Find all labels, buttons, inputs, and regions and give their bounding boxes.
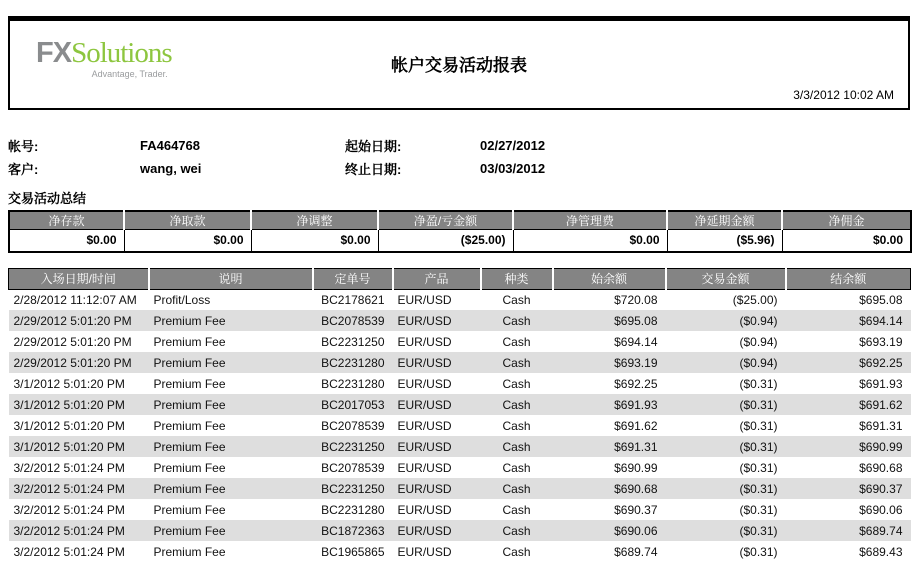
activity-cell: 3/2/2012 5:01:24 PM xyxy=(9,541,149,562)
logo-solutions-text: Solutions xyxy=(71,37,172,69)
activity-cell: $694.14 xyxy=(786,310,911,331)
activity-cell: $690.68 xyxy=(786,457,911,478)
activity-cell: Profit/Loss xyxy=(149,289,313,310)
activity-cell: $690.06 xyxy=(786,499,911,520)
table-row xyxy=(9,499,911,520)
summary-value-cell: $0.00 xyxy=(124,230,251,252)
report-header xyxy=(8,16,910,110)
customer-label: 客户: xyxy=(8,162,39,177)
activity-cell: BC1965865 xyxy=(313,541,393,562)
activity-cell: EUR/USD xyxy=(393,457,481,478)
activity-cell: Cash xyxy=(481,310,553,331)
activity-column-header: 产品 xyxy=(393,268,481,289)
activity-column-header: 入场日期/时间 xyxy=(9,268,149,289)
activity-column-header: 结余额 xyxy=(786,268,911,289)
table-row xyxy=(9,352,911,373)
activity-cell: $689.74 xyxy=(786,520,911,541)
activity-cell: EUR/USD xyxy=(393,352,481,373)
summary-value-cell: $0.00 xyxy=(251,230,378,252)
activity-cell: ($0.31) xyxy=(666,415,786,436)
summary-section-title: 交易活动总结 xyxy=(8,191,87,206)
summary-table xyxy=(8,210,912,253)
table-row xyxy=(9,289,911,310)
table-row xyxy=(9,478,911,499)
activity-cell: Cash xyxy=(481,457,553,478)
summary-table-header-row xyxy=(9,211,911,230)
activity-cell: $692.25 xyxy=(553,373,666,394)
end-date-value: 03/03/2012 xyxy=(480,161,546,176)
customer-value: wang, wei xyxy=(140,161,202,176)
activity-cell: ($0.31) xyxy=(666,436,786,457)
activity-cell: ($0.31) xyxy=(666,373,786,394)
logo-fx-text: FX xyxy=(36,37,72,69)
activity-cell: 3/2/2012 5:01:24 PM xyxy=(9,499,149,520)
summary-column-header: 净调整 xyxy=(251,211,378,230)
activity-cell: 3/1/2012 5:01:20 PM xyxy=(9,373,149,394)
summary-value-cell: $0.00 xyxy=(782,230,911,252)
summary-value-cell: ($5.96) xyxy=(667,230,782,252)
activity-cell: $690.06 xyxy=(553,520,666,541)
activity-cell: $690.68 xyxy=(553,478,666,499)
activity-cell: Premium Fee xyxy=(149,415,313,436)
summary-column-header: 净取款 xyxy=(124,211,251,230)
account-info xyxy=(8,134,910,210)
activity-cell: Cash xyxy=(481,436,553,457)
logo-tagline: Advantage, Trader. xyxy=(91,69,168,79)
activity-cell: ($0.31) xyxy=(666,478,786,499)
activity-cell: 3/2/2012 5:01:24 PM xyxy=(9,457,149,478)
summary-table-value-row xyxy=(9,230,911,252)
activity-cell: EUR/USD xyxy=(393,520,481,541)
summary-value-cell: $0.00 xyxy=(9,230,124,252)
activity-cell: EUR/USD xyxy=(393,373,481,394)
table-row xyxy=(9,436,911,457)
activity-cell: BC2231250 xyxy=(313,331,393,352)
activity-cell: $690.37 xyxy=(553,499,666,520)
activity-cell: Cash xyxy=(481,499,553,520)
activity-cell: Cash xyxy=(481,289,553,310)
activity-cell: Premium Fee xyxy=(149,373,313,394)
customer-info-row xyxy=(8,157,910,180)
activity-cell: Premium Fee xyxy=(149,457,313,478)
summary-column-header: 净佣金 xyxy=(782,211,911,230)
activity-cell: BC2178621 xyxy=(313,289,393,310)
summary-value-cell: ($25.00) xyxy=(378,230,513,252)
account-number-label: 帐号: xyxy=(8,139,39,154)
activity-cell: ($0.94) xyxy=(666,352,786,373)
activity-cell: Premium Fee xyxy=(149,499,313,520)
table-row xyxy=(9,457,911,478)
activity-cell: $720.08 xyxy=(553,289,666,310)
summary-column-header: 净存款 xyxy=(9,211,124,230)
activity-cell: 2/28/2012 11:12:07 AM xyxy=(9,289,149,310)
activity-cell: $689.43 xyxy=(786,541,911,562)
activity-cell: Cash xyxy=(481,478,553,499)
activity-cell: EUR/USD xyxy=(393,331,481,352)
activity-cell: ($0.31) xyxy=(666,457,786,478)
activity-cell: $695.08 xyxy=(786,289,911,310)
activity-cell: Cash xyxy=(481,331,553,352)
report-generated-datetime: 3/3/2012 10:02 AM xyxy=(793,88,894,102)
start-date-label: 起始日期: xyxy=(345,139,402,154)
activity-column-header: 始余额 xyxy=(553,268,666,289)
activity-cell: Cash xyxy=(481,352,553,373)
activity-cell: $691.93 xyxy=(553,394,666,415)
activity-cell: $691.93 xyxy=(786,373,911,394)
activity-cell: 2/29/2012 5:01:20 PM xyxy=(9,331,149,352)
activity-cell: $693.19 xyxy=(786,331,911,352)
activity-cell: $689.74 xyxy=(553,541,666,562)
end-date-label: 终止日期: xyxy=(345,162,402,177)
activity-cell: Premium Fee xyxy=(149,436,313,457)
activity-cell: Cash xyxy=(481,394,553,415)
table-row xyxy=(9,394,911,415)
activity-cell: $690.37 xyxy=(786,478,911,499)
activity-cell: 2/29/2012 5:01:20 PM xyxy=(9,310,149,331)
activity-cell: $691.62 xyxy=(553,415,666,436)
activity-cell: 3/2/2012 5:01:24 PM xyxy=(9,478,149,499)
activity-cell: Premium Fee xyxy=(149,520,313,541)
account-number-value: FA464768 xyxy=(140,138,200,153)
activity-cell: $690.99 xyxy=(553,457,666,478)
activity-cell: Premium Fee xyxy=(149,394,313,415)
activity-cell: EUR/USD xyxy=(393,289,481,310)
table-row xyxy=(9,415,911,436)
activity-cell: BC2078539 xyxy=(313,310,393,331)
activity-section xyxy=(8,268,910,563)
activity-column-header: 说明 xyxy=(149,268,313,289)
table-row xyxy=(9,541,911,562)
activity-cell: ($0.31) xyxy=(666,394,786,415)
activity-cell: ($0.94) xyxy=(666,331,786,352)
summary-column-header: 净盈/亏金额 xyxy=(378,211,513,230)
activity-cell: EUR/USD xyxy=(393,394,481,415)
activity-cell: EUR/USD xyxy=(393,499,481,520)
activity-cell: $693.19 xyxy=(553,352,666,373)
activity-column-header: 种类 xyxy=(481,268,553,289)
activity-cell: EUR/USD xyxy=(393,310,481,331)
table-row xyxy=(9,520,911,541)
page-title: 帐户交易活动报表 xyxy=(391,56,527,75)
activity-cell: 3/1/2012 5:01:20 PM xyxy=(9,415,149,436)
activity-cell: BC2078539 xyxy=(313,415,393,436)
activity-table-header-row xyxy=(9,268,911,289)
start-date-value: 02/27/2012 xyxy=(480,138,546,153)
summary-value-cell: $0.00 xyxy=(513,230,667,252)
table-row xyxy=(9,331,911,352)
activity-cell: Premium Fee xyxy=(149,541,313,562)
summary-column-header: 净延期金额 xyxy=(667,211,782,230)
activity-cell: 3/2/2012 5:01:24 PM xyxy=(9,520,149,541)
activity-cell: ($0.31) xyxy=(666,499,786,520)
activity-cell: BC2231280 xyxy=(313,352,393,373)
activity-cell: EUR/USD xyxy=(393,415,481,436)
activity-cell: ($0.31) xyxy=(666,541,786,562)
activity-cell: $694.14 xyxy=(553,331,666,352)
activity-cell: 3/1/2012 5:01:20 PM xyxy=(9,436,149,457)
activity-cell: Cash xyxy=(481,520,553,541)
activity-cell: 2/29/2012 5:01:20 PM xyxy=(9,352,149,373)
activity-cell: EUR/USD xyxy=(393,478,481,499)
activity-table xyxy=(8,268,911,563)
activity-cell: $690.99 xyxy=(786,436,911,457)
table-row xyxy=(9,373,911,394)
activity-cell: BC2231280 xyxy=(313,373,393,394)
activity-cell: $695.08 xyxy=(553,310,666,331)
activity-cell: Premium Fee xyxy=(149,352,313,373)
activity-cell: BC2231250 xyxy=(313,436,393,457)
activity-cell: 3/1/2012 5:01:20 PM xyxy=(9,394,149,415)
summary-column-header: 净管理费 xyxy=(513,211,667,230)
activity-cell: EUR/USD xyxy=(393,436,481,457)
activity-cell: EUR/USD xyxy=(393,541,481,562)
activity-cell: BC2078539 xyxy=(313,457,393,478)
activity-column-header: 交易金额 xyxy=(666,268,786,289)
account-info-row xyxy=(8,134,910,157)
activity-cell: ($0.31) xyxy=(666,520,786,541)
activity-cell: Premium Fee xyxy=(149,331,313,352)
activity-cell: ($25.00) xyxy=(666,289,786,310)
activity-cell: $691.31 xyxy=(786,415,911,436)
activity-cell: $691.31 xyxy=(553,436,666,457)
activity-cell: BC2231280 xyxy=(313,499,393,520)
activity-cell: BC2017053 xyxy=(313,394,393,415)
activity-cell: Cash xyxy=(481,541,553,562)
activity-cell: BC1872363 xyxy=(313,520,393,541)
activity-cell: Cash xyxy=(481,415,553,436)
activity-cell: BC2231250 xyxy=(313,478,393,499)
table-row xyxy=(9,310,911,331)
activity-cell: Cash xyxy=(481,373,553,394)
activity-cell: Premium Fee xyxy=(149,478,313,499)
activity-column-header: 定单号 xyxy=(313,268,393,289)
activity-cell: $691.62 xyxy=(786,394,911,415)
activity-cell: ($0.94) xyxy=(666,310,786,331)
activity-cell: Premium Fee xyxy=(149,310,313,331)
activity-cell: $692.25 xyxy=(786,352,911,373)
